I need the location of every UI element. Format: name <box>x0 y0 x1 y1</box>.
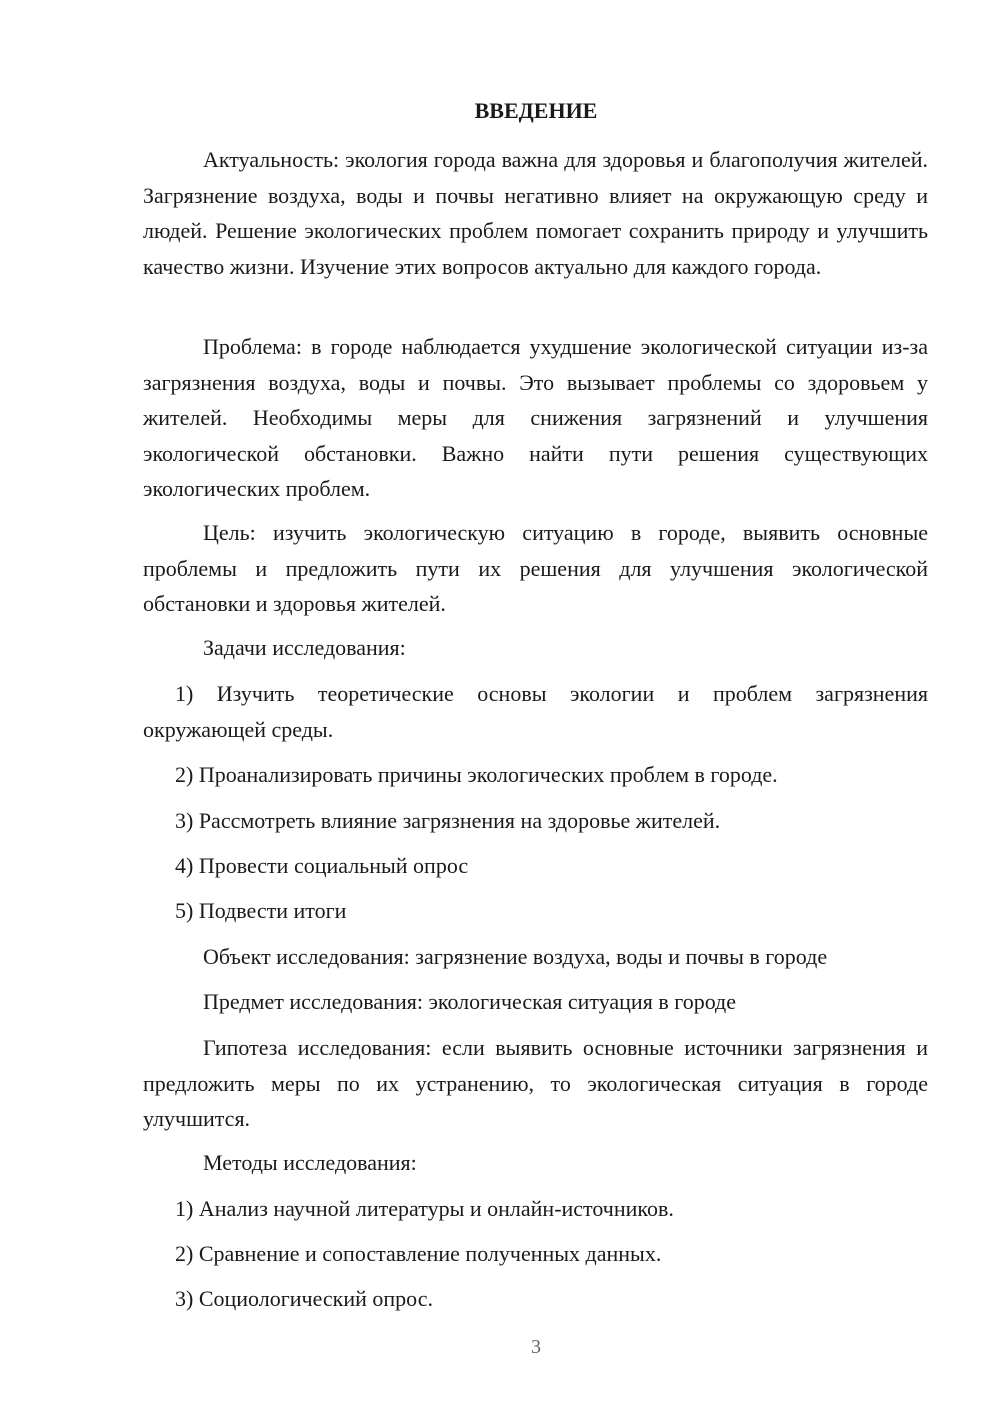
methods-heading: Методы исследования: <box>203 1150 417 1175</box>
tasks-heading: Задачи исследования: <box>203 635 406 660</box>
paragraph-object: Объект исследования: загрязнение воздуха, воды и почвы в городе <box>203 944 828 969</box>
page-number: 3 <box>531 1336 541 1358</box>
task-item: 3) Рассмотреть влияние загрязнения на здоровье жителей. <box>175 808 721 833</box>
paragraph-relevance: Актуальность: экология города важна для здоровья и благополучия жителей. Загрязнение воздуха, воды и почвы негативно влияет на окружающую среду и людей. Решение экологических проблем помогает сохранить природу и улучшить качество жизни. Изучение этих вопросов актуально для каждого города. <box>143 147 928 279</box>
task-item: 2) Проанализировать причины экологических проблем в городе. <box>175 762 778 787</box>
paragraph-problem: Проблема: в городе наблюдается ухудшение экологической ситуации из-за загрязнения воздуха, воды и почвы. Это вызывает проблемы со здоровьем у жителей. Необходимы меры для снижения загрязнений и улучшения экологической обстановки. Важно найти пути решения существующих экологических проблем. <box>143 334 928 501</box>
paragraph-subject: Предмет исследования: экологическая ситуация в городе <box>203 989 737 1014</box>
page-title: ВВЕДЕНИЕ <box>474 98 598 123</box>
task-item: 1) Изучить теоретические основы экологии и проблем загрязнения окружающей среды. <box>143 681 928 742</box>
method-item: 1) Анализ научной литературы и онлайн-источников. <box>175 1196 674 1221</box>
task-item: 4) Провести социальный опрос <box>175 853 469 878</box>
task-item: 5) Подвести итоги <box>175 898 347 923</box>
paragraph-hypothesis: Гипотеза исследования: если выявить основные источники загрязнения и предложить меры по их устранению, то экологическая ситуация в городе улучшится. <box>143 1035 928 1131</box>
method-item: 3) Социологический опрос. <box>175 1286 433 1311</box>
paragraph-goal: Цель: изучить экологическую ситуацию в городе, выявить основные проблемы и предложить пути их решения для улучшения экологической обстановки и здоровья жителей. <box>143 520 928 616</box>
method-item: 2) Сравнение и сопоставление полученных данных. <box>175 1241 662 1266</box>
